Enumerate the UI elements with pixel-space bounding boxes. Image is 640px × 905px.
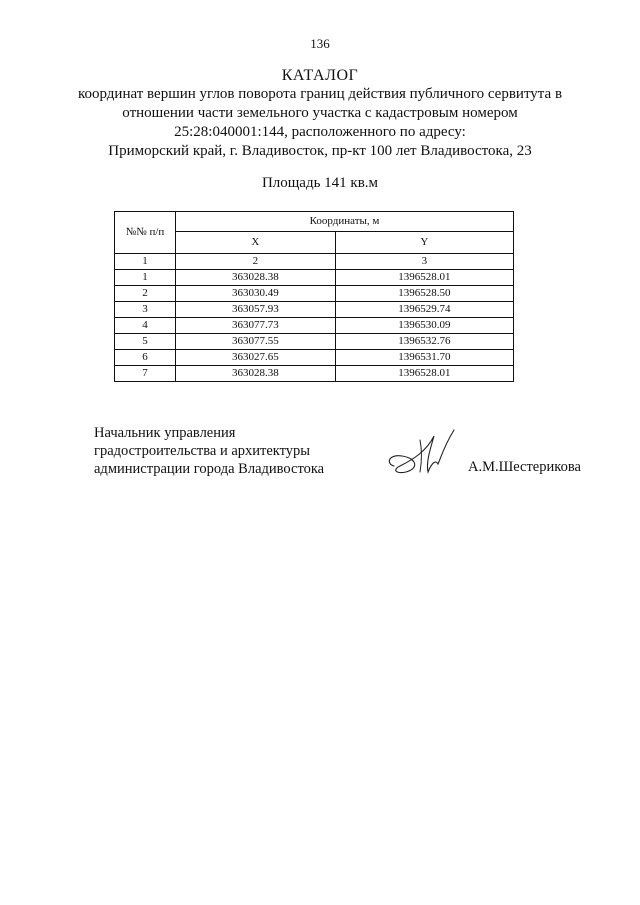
column-index-row bbox=[115, 254, 514, 270]
coordinate-x: 363030.49 bbox=[176, 286, 336, 302]
coordinate-x: 363077.55 bbox=[176, 334, 336, 350]
point-number: 1 bbox=[115, 270, 176, 286]
point-number: 2 bbox=[115, 286, 176, 302]
table-row bbox=[115, 270, 514, 286]
table-row bbox=[115, 350, 514, 366]
coordinate-y: 1396531.70 bbox=[335, 350, 513, 366]
table-row bbox=[115, 366, 514, 382]
page-number: 136 bbox=[310, 36, 330, 51]
coordinate-x: 363028.38 bbox=[176, 366, 336, 382]
header-number: №№ п/п bbox=[115, 212, 176, 254]
point-number: 5 bbox=[115, 334, 176, 350]
table-row bbox=[115, 286, 514, 302]
title-line-3: отношении части земельного участка с кадастровым номером bbox=[122, 105, 518, 121]
coordinate-x: 363027.65 bbox=[176, 350, 336, 366]
point-number: 3 bbox=[115, 302, 176, 318]
coordinate-x: 363028.38 bbox=[176, 270, 336, 286]
coordinates-table bbox=[114, 211, 514, 382]
coordinate-y: 1396530.09 bbox=[335, 318, 513, 334]
handwritten-signature bbox=[382, 426, 462, 486]
coordinate-y: 1396528.50 bbox=[335, 286, 513, 302]
coordinate-y: 1396528.01 bbox=[335, 366, 513, 382]
signer-name: А.М.Шестерикова bbox=[468, 459, 581, 475]
title-line-5: Приморский край, г. Владивосток, пр-кт 100 лет Владивостока, 23 bbox=[108, 143, 532, 159]
point-number: 4 bbox=[115, 318, 176, 334]
coordinate-x: 363057.93 bbox=[176, 302, 336, 318]
signer-position-line-2: градостроительства и архитектуры bbox=[94, 443, 311, 459]
table-cell: 3 bbox=[335, 254, 513, 270]
table-row bbox=[115, 318, 514, 334]
title-line-2: координат вершин углов поворота границ действия публичного сервитута в bbox=[77, 86, 563, 102]
point-number: 7 bbox=[115, 366, 176, 382]
area-label: Площадь 141 кв.м bbox=[261, 175, 379, 191]
header-coordinates: Координаты, м bbox=[176, 212, 514, 232]
point-number: 6 bbox=[115, 350, 176, 366]
header-y: Y bbox=[335, 232, 513, 254]
title-line-4: 25:28:040001:144, расположенного по адресу: bbox=[174, 124, 466, 140]
header-x: X bbox=[176, 232, 336, 254]
table-row bbox=[115, 302, 514, 318]
coordinate-y: 1396532.76 bbox=[335, 334, 513, 350]
coordinate-x: 363077.73 bbox=[176, 318, 336, 334]
signer-position-line-1: Начальник управления bbox=[94, 425, 236, 441]
table-cell: 2 bbox=[176, 254, 336, 270]
table-cell: 1 bbox=[115, 254, 176, 270]
catalog-heading: КАТАЛОГ bbox=[281, 67, 359, 84]
signer-position-line-3: администрации города Владивостока bbox=[94, 461, 325, 477]
table-row bbox=[115, 334, 514, 350]
coordinate-y: 1396528.01 bbox=[335, 270, 513, 286]
coordinate-y: 1396529.74 bbox=[335, 302, 513, 318]
document-title bbox=[0, 66, 640, 161]
